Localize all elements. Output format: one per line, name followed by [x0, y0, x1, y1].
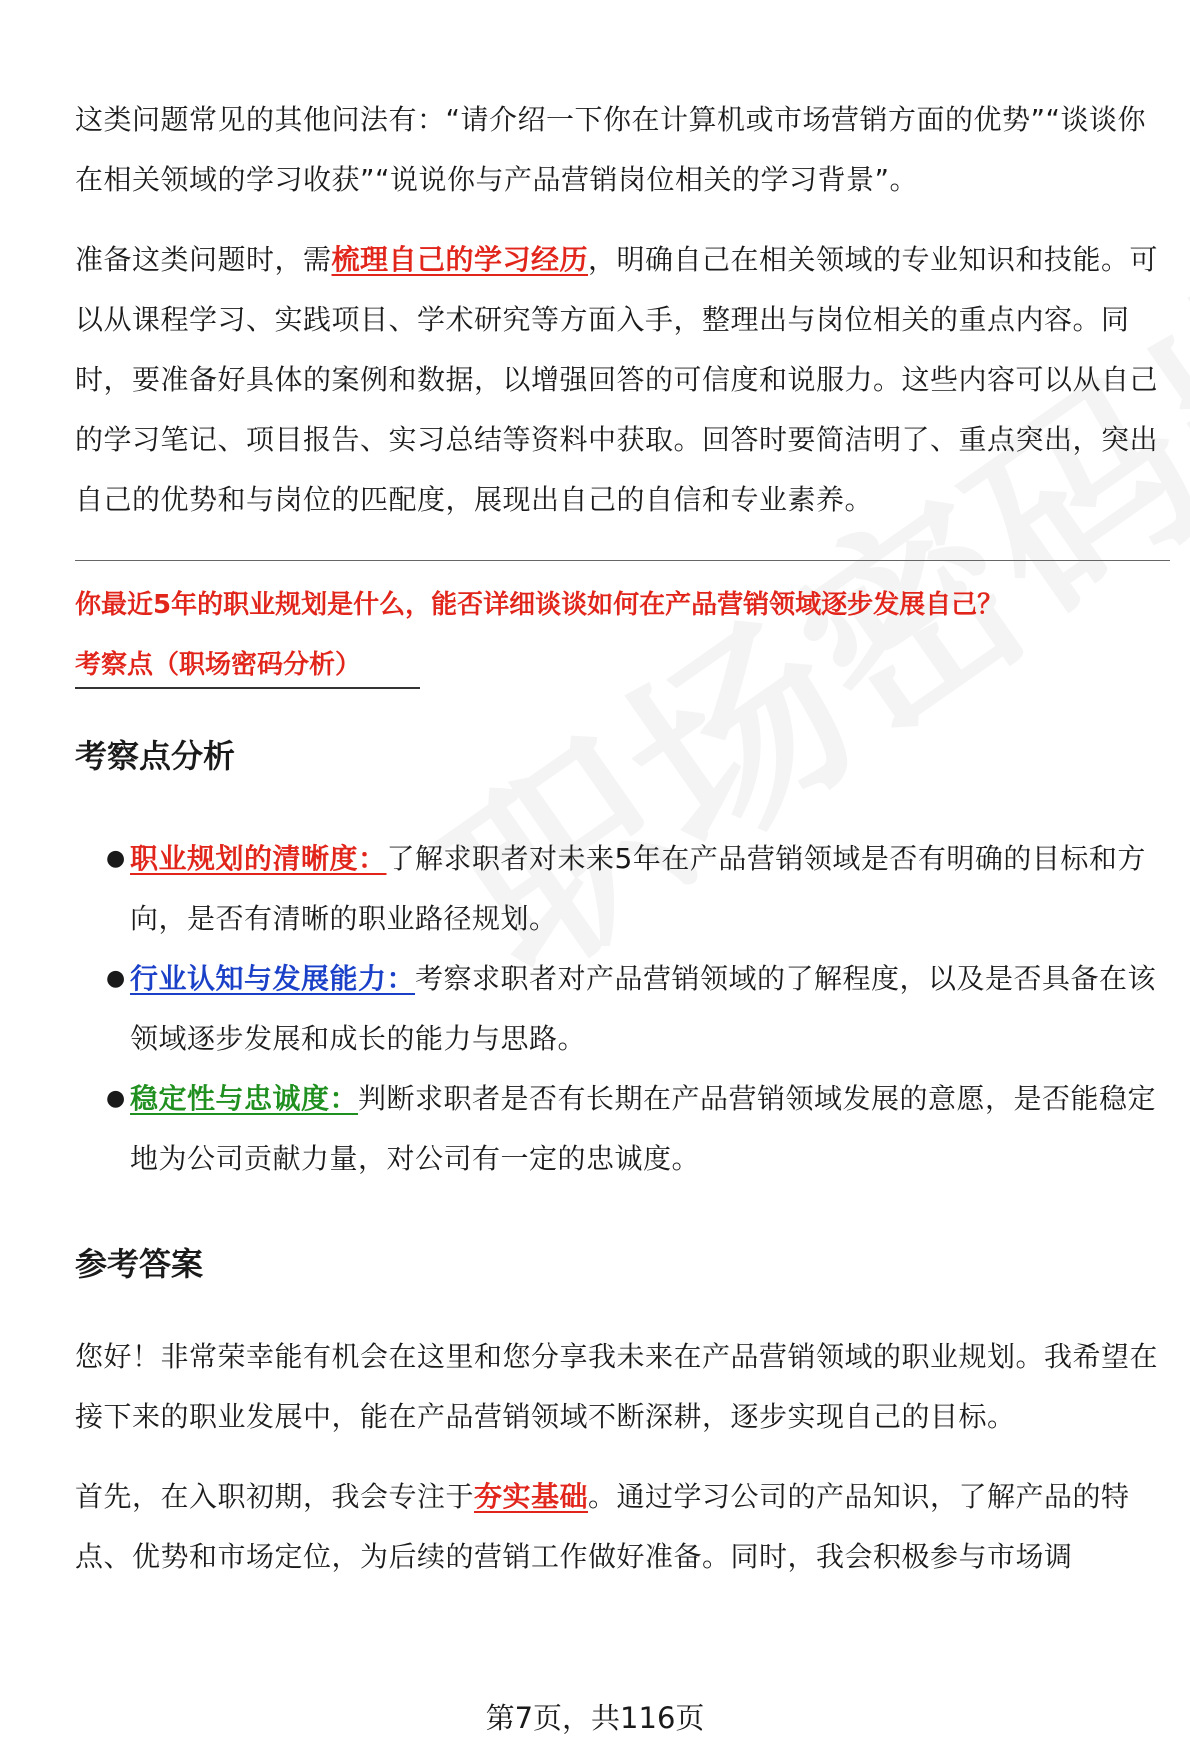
list-item: [106, 829, 1170, 949]
answer-paragraph-1: 您好！非常荣幸能有机会在这里和您分享我未来在产品营销领域的职业规划。我希望在接下来的职业发展中，能在产品营销领域不断深耕，逐步实现自己的目标。: [75, 1340, 1159, 1433]
prep-text-after: ，明确自己在相关领域的专业知识和技能。可以从课程学习、实践项目、学术研究等方面入手，整理出与岗位相关的重点内容。同时，要准备好具体的案例和数据，以增强回答的可信度和说服力。这些内容可以从自己的学习笔记、项目报告、实习总结等资料中获取。回答时要简洁明了、重点突出，突出自己的优势和与岗位的匹配度，展现出自己的自信和专业素养。: [75, 243, 1159, 516]
bullet-text: 考察求职者对产品营销领域的了解程度，以及是否具备在该领域逐步发展和成长的能力与思路。: [130, 962, 1157, 1055]
page-footer: 第7页，共116页: [485, 1701, 705, 1735]
bullet-text: 判断求职者是否有长期在产品营销领域发展的意愿，是否能稳定地为公司贡献力量，对公司有一定的忠诚度。: [130, 1082, 1157, 1175]
intro-paragraph: 这类问题常见的其他问法有：“请介绍一下你在计算机或市场营销方面的优势”“谈谈你在相关领域的学习收获”“说说你与产品营销岗位相关的学习背景”。: [75, 103, 1147, 196]
prep-highlight: 梳理自己的学习经历: [331, 243, 589, 276]
prep-paragraph: [75, 230, 1170, 530]
analysis-list: [75, 829, 1170, 1189]
bullet-icon: ●: [106, 846, 126, 871]
list-item: [106, 1069, 1170, 1189]
bullet-label: 行业认知与发展能力：: [130, 962, 416, 995]
bullet-text: 了解求职者对未来5年在产品营销领域是否有明确的目标和方向，是否有清晰的职业路径规划。: [130, 842, 1146, 935]
question-title: 你最近5年的职业规划是什么，能否详细谈谈如何在产品营销领域逐步发展自己？: [75, 590, 1004, 620]
answer-highlight: 夯实基础: [474, 1480, 589, 1513]
bullet-icon: ●: [106, 966, 126, 991]
answer-text-before: 首先，在入职初期，我会专注于: [75, 1480, 475, 1513]
analysis-heading: 考察点分析: [75, 737, 236, 775]
bullet-label: 稳定性与忠诚度：: [130, 1082, 359, 1115]
answer-paragraph-2: [75, 1467, 1170, 1587]
bullet-label: 职业规划的清晰度：: [130, 842, 387, 875]
page-content: [75, 90, 1170, 1587]
question-subtitle: 考察点（职场密码分析）: [75, 650, 362, 680]
list-item: [106, 949, 1170, 1069]
section-divider: [75, 560, 1170, 561]
bullet-icon: ●: [106, 1086, 126, 1111]
prep-text-before: 准备这类问题时，需: [75, 243, 332, 276]
answer-heading: 参考答案: [75, 1245, 204, 1283]
answer-text-after: 。通过学习公司的产品知识，了解产品的特点、优势和市场定位，为后续的营销工作做好准备。同时，我会积极参与市场调: [75, 1480, 1130, 1573]
